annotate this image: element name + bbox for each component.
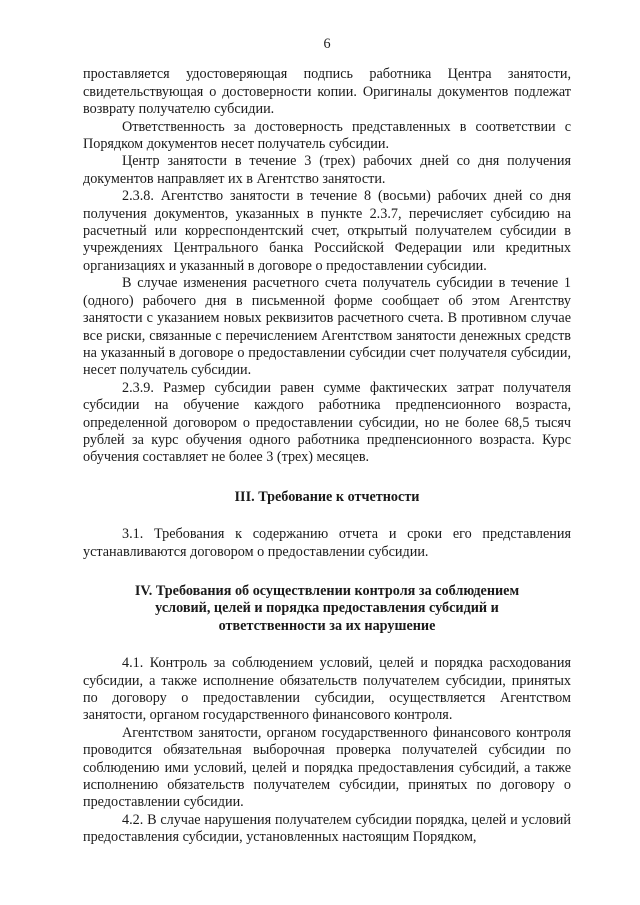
paragraph: Ответственность за достоверность представленных в соответствии с Порядком документов несет получатель субсидии.: [83, 118, 571, 153]
paragraph: проставляется удостоверяющая подпись работника Центра занятости, свидетельствующая о достоверности копии. Оригиналы документов подлежат возврату получателю субсидии.: [83, 66, 571, 118]
paragraph: 4.2. В случае нарушения получателем субсидии порядка, целей и условий предоставления субсидии, установленных настоящим Порядком,: [83, 811, 571, 846]
section-4-title-line: IV. Требования об осуществлении контроля за соблюдением: [134, 582, 520, 599]
section-4-title: [83, 583, 571, 635]
paragraph: В случае изменения расчетного счета получатель субсидии в течение 1 (одного) рабочего дня в письменной форме сообщает об этом Агентству занятости с указанием новых реквизитов расчетного счета. В противном случае все риски, связанные с перечислением Агентством занятости денежных средств на указанный в договоре о предоставлении субсидии счет получателя субсидии, несет получатель субсидии.: [83, 275, 571, 379]
paragraph: 2.3.9. Размер субсидии равен сумме фактических затрат получателя субсидии на обучение каждого работника предпенсионного возраста, определенной договором о предоставлении субсидии, но не более 68,5 тысяч рублей за курс обучения одного работника предпенсионного возраста. Курс обучения составляет не более 3 (трех) месяцев.: [83, 379, 571, 466]
paragraph: 3.1. Требования к содержанию отчета и сроки его представления устанавливаются договором о предоставлении субсидии.: [83, 526, 571, 560]
paragraph: Агентством занятости, органом государственного финансового контроля проводится обязательная выборочная проверка получателей субсидии по соблюдению ими условий, целей и порядка предоставления субсидий, а также исполнению обязательств получателем субсидии, принятых по договору о предоставлении субсидии.: [83, 724, 571, 811]
section-4-title-line: ответственности за их нарушение: [218, 617, 436, 634]
paragraph: Центр занятости в течение 3 (трех) рабочих дней со дня получения документов направляет их в Агентство занятости.: [83, 153, 571, 187]
document-page: [83, 36, 571, 847]
paragraph: 2.3.8. Агентство занятости в течение 8 (восьми) рабочих дней со дня получения документов, указанных в пункте 2.3.7, перечисляет субсидию на расчетный или корреспондентский счет, открытый получателем субсидии в учреждениях Центрального банка Российской Федерации или кредитных организациях и указанный в договоре о предоставлении субсидии.: [83, 188, 571, 274]
section-3-title: III. Требование к отчетности: [234, 488, 420, 505]
page-number: 6: [323, 36, 331, 52]
paragraph: 4.1. Контроль за соблюдением условий, целей и порядка расходования субсидии, а также исполнение обязательств получателем субсидии, принятых по договору о предоставлении субсидии, осуществляется Агентством занятости, органом государственного финансового контроля.: [83, 655, 571, 724]
section-4-title-line: условий, целей и порядка предоставления субсидий и: [155, 600, 499, 617]
